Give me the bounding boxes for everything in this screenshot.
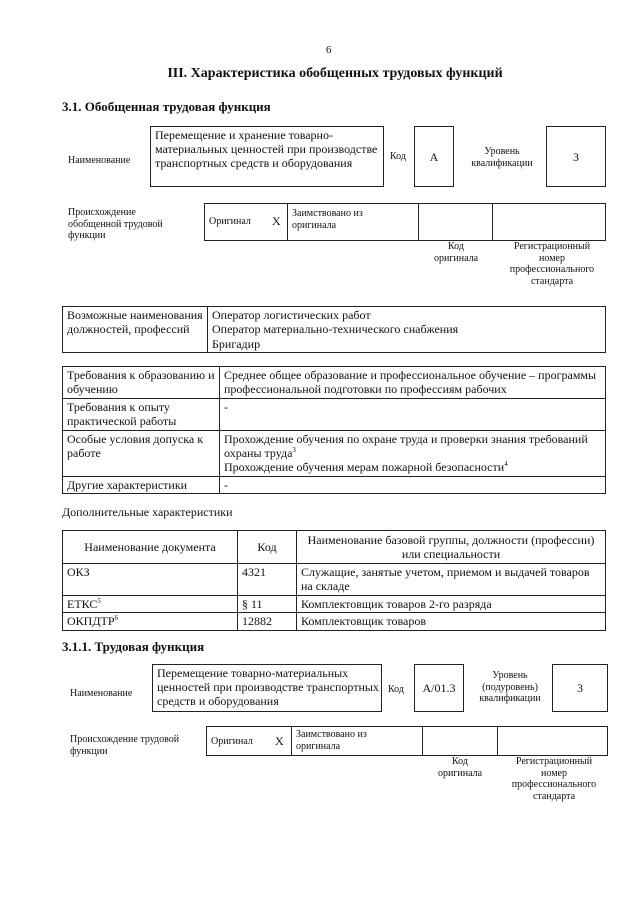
gtf-code-value: A [429, 150, 439, 164]
requirement-label: Требования к образованию и обучению [63, 367, 220, 399]
gtf-code-original-cell [418, 203, 493, 241]
doc-cell [63, 595, 238, 612]
name-cell: Служащие, занятые учетом, приемом и выдачей товаров на складе [297, 564, 606, 596]
gtf-original-mark: X [272, 214, 281, 228]
gtf-level-value: 3 [573, 150, 579, 164]
tf-level-label: Уровень (подуровень) квалификации [479, 670, 541, 704]
tf-borrowed-label: Заимствовано из оригинала [296, 729, 367, 752]
tf-heading: 3.1.1. Трудовая функция [62, 639, 205, 654]
requirement-row [63, 367, 606, 399]
page-number: 6 [326, 44, 332, 56]
positions-table [62, 306, 606, 353]
gtf-borrowed-label: Заимствовано из оригинала [292, 208, 363, 231]
doc-name: ЕТКС [67, 596, 98, 611]
header-code: Код [238, 531, 297, 564]
requirement-value-cell [220, 430, 606, 476]
name-cell: Комплектовщик товаров [297, 613, 606, 630]
tf-original-mark: X [275, 734, 284, 748]
footnote-ref: 3 [292, 445, 296, 454]
requirement-value: - [220, 398, 606, 430]
name-cell: Комплектовщик товаров 2-го разряда [297, 595, 606, 612]
additional-table [62, 530, 606, 631]
requirement-value: Среднее общее образование и профессиональное обучение – программы профессиональной подготовки по профессиям рабочих [220, 367, 606, 399]
table-row [63, 595, 606, 612]
requirement-label: Другие характеристики [63, 476, 220, 493]
table-row [63, 613, 606, 630]
gtf-code-label: Код [390, 151, 406, 162]
tf-level-value: 3 [577, 681, 583, 695]
doc-name: ОКПДТР [67, 614, 115, 629]
positions-values [208, 307, 606, 353]
gtf-original-label: Оригинал [209, 216, 251, 227]
code-cell: 12882 [238, 613, 297, 630]
gtf-heading: 3.1. Обобщенная трудовая функция [62, 99, 271, 114]
tf-name-label: Наименование [70, 688, 133, 699]
requirement-label: Особые условия допуска к работе [63, 430, 220, 476]
tf-code-box [414, 664, 464, 712]
doc-cell [63, 613, 238, 630]
gtf-name-box [150, 126, 384, 187]
tf-name-value: Перемещение товарно-материальных ценностей при производстве транспортных средств и оборудования [157, 666, 379, 708]
requirements-table [62, 366, 606, 494]
gtf-name-value: Перемещение и хранение товарно-материальных ценностей при производстве транспортных средств и оборудования [155, 128, 378, 170]
requirement-value-2: Прохождение обучения мерам пожарной безопасности [224, 460, 505, 475]
gtf-reg-number-cell [492, 203, 606, 241]
gtf-reg-number-caption: Регистрационный номер профессионального стандарта [509, 241, 595, 287]
gtf-borrowed-cell [287, 203, 419, 241]
footnote-ref: 6 [114, 614, 119, 623]
tf-code-label: Код [388, 684, 404, 695]
position-item: Оператор логистических работ [212, 308, 371, 322]
requirement-value: - [220, 476, 606, 493]
table-row [63, 564, 606, 596]
tf-reg-number-caption: Регистрационный номер профессионального стандарта [511, 756, 597, 802]
code-cell: § 11 [238, 595, 297, 612]
position-item: Оператор материально-технического снабжения [212, 322, 459, 337]
position-item: Бригадир [212, 336, 261, 351]
gtf-code-box [414, 126, 454, 187]
gtf-level-label: Уровень квалификации [471, 146, 533, 169]
gtf-level-box [546, 126, 606, 187]
additional-header-row [63, 531, 606, 564]
requirement-label: Требования к опыту практической работы [63, 398, 220, 430]
footnote-ref: 5 [97, 596, 101, 605]
tf-code-original-caption: Код оригинала [437, 756, 483, 779]
tf-name-box [152, 664, 382, 712]
header-name: Наименование базовой группы, должности (профессии) или специальности [297, 531, 606, 564]
additional-heading: Дополнительные характеристики [62, 505, 233, 519]
section-title: III. Характеристика обобщенных трудовых функций [167, 66, 503, 81]
tf-borrowed-cell [291, 726, 423, 756]
gtf-code-original-caption: Код оригинала [433, 241, 479, 264]
code-cell: 4321 [238, 564, 297, 596]
requirement-row [63, 430, 606, 476]
tf-code-value: A/01.3 [422, 681, 456, 695]
gtf-name-label: Наименование [68, 155, 131, 166]
tf-level-box [552, 664, 608, 712]
header-doc: Наименование документа [63, 531, 238, 564]
requirement-value: Прохождение обучения по охране труда и проверки знания требований охраны труда [224, 431, 588, 460]
requirement-row [63, 398, 606, 430]
tf-code-original-cell [422, 726, 498, 756]
tf-original-label: Оригинал [211, 736, 253, 747]
tf-reg-number-cell [497, 726, 608, 756]
gtf-original-cell [204, 203, 288, 241]
tf-original-cell [206, 726, 292, 756]
doc-cell [63, 564, 238, 596]
tf-origin-label: Происхождение трудовой функции [70, 734, 180, 757]
positions-label: Возможные наименования должностей, профессий [63, 307, 208, 353]
gtf-origin-label: Происхождение обобщенной трудовой функции [68, 207, 163, 241]
requirement-row [63, 476, 606, 493]
doc-name: ОКЗ [67, 565, 90, 579]
footnote-ref: 4 [504, 460, 508, 469]
